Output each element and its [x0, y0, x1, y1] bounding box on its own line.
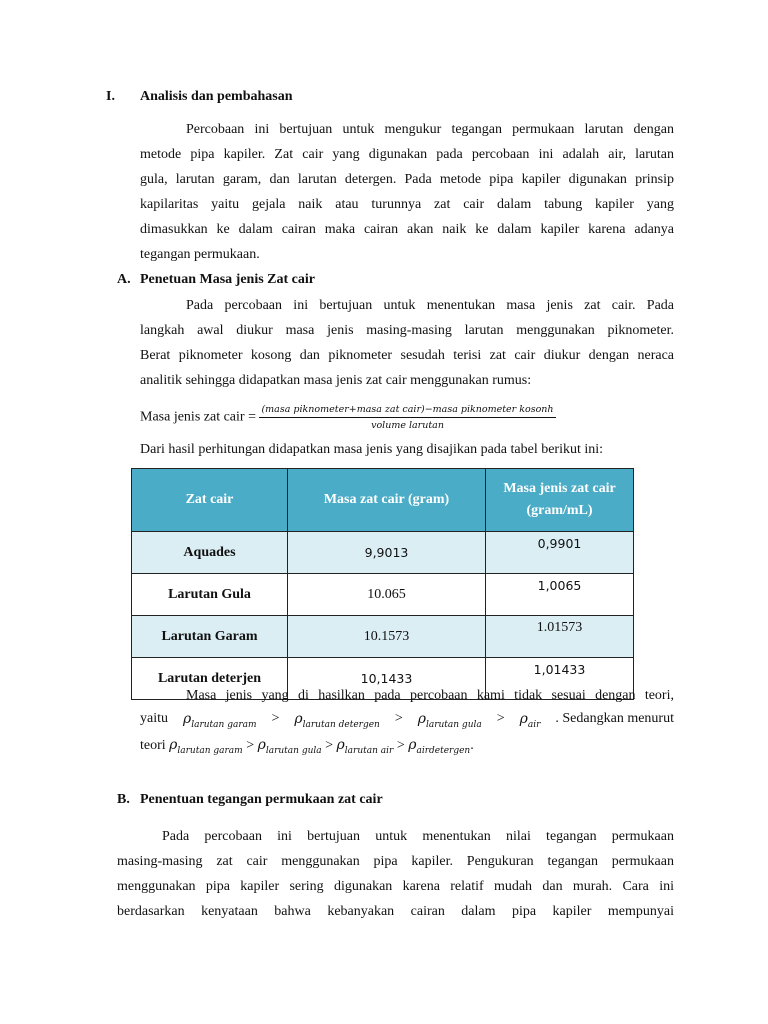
cell-density: 1,0065	[486, 574, 634, 616]
section-b-paragraph	[117, 824, 674, 924]
formula-numerator: (masa piknometer+masa zat cair)−masa piknometer kosonh	[259, 404, 555, 418]
text-line: langkah awal diukur masa jenis masing-masing larutan menggunakan piknometer.	[140, 323, 674, 338]
header-masa-jenis-line1: Masa jenis zat cair	[503, 481, 616, 496]
subsection-b-label: B.	[117, 792, 130, 807]
cell-name: Aquades	[132, 532, 288, 574]
table-row	[132, 532, 634, 574]
gt-sign: >	[271, 711, 280, 726]
table-row	[132, 574, 634, 616]
section-a-paragraph	[140, 293, 674, 393]
text-line: dimasukkan ke dalam cairan maka cairan akan naik ke dalam kapiler karena adanya	[140, 222, 674, 237]
gt-sign: >	[325, 738, 334, 753]
cell-mass: 10.065	[288, 574, 486, 616]
section-number: I.	[106, 89, 115, 104]
rho-symbol: $\rho_{airdetergen}$	[408, 737, 471, 756]
intro-paragraph	[140, 117, 674, 267]
text-line: Masa jenis yang di hasilkan pada percobaan kami tidak sesuai dengan teori,	[186, 688, 674, 703]
subsection-a-title: Penetuan Masa jenis Zat cair	[140, 272, 315, 287]
rho-symbol: $\rho_{larutan detergen}$	[294, 711, 380, 730]
text-line: analitik sehingga didapatkan masa jenis zat cair menggunakan rumus:	[140, 373, 532, 388]
after-table-paragraph	[140, 683, 674, 708]
table-intro: Dari hasil perhitungan didapatkan masa jenis yang disajikan pada tabel berikut ini:	[140, 442, 604, 457]
header-zat-cair: Zat cair	[132, 469, 288, 532]
text-line: berdasarkan kenyataan bahwa kebanyakan cairan dalam pipa kapiler mempunyai	[117, 904, 674, 919]
formula-fraction	[259, 404, 555, 431]
cell-mass: 9,9013	[288, 532, 486, 574]
text-line: kapilaritas yaitu gejala naik atau turunnya zat cair dalam tabung kapiler yang	[140, 197, 674, 212]
text-line: metode pipa kapiler. Zat cair yang digunakan pada percobaan ini adalah air, larutan	[140, 147, 674, 162]
cell-name: Larutan Gula	[132, 574, 288, 616]
header-masa-jenis	[486, 469, 634, 532]
cell-density: 1.01573	[486, 616, 634, 658]
text-line: Percobaan ini bertujuan untuk mengukur tegangan permukaan larutan dengan	[186, 122, 674, 137]
gt-sign: >	[394, 711, 403, 726]
text-line: gula, larutan garam, dan larutan detergen. Pada metode pipa kapiler digunakan prinsip	[140, 172, 674, 187]
density-formula	[140, 404, 556, 431]
rho-symbol: $\rho_{larutan gula}$	[257, 737, 322, 756]
header-masa-zat-cair: Masa zat cair (gram)	[288, 469, 486, 532]
cell-name: Larutan Garam	[132, 616, 288, 658]
teori-text: teori	[140, 738, 166, 753]
text-line: masing-masing zat cair menggunakan pipa kapiler. Pengukuran tegangan permukaan	[117, 854, 674, 869]
density-table	[131, 468, 634, 700]
section-title: Analisis dan pembahasan	[140, 89, 293, 104]
formula-label: Masa jenis zat cair =	[140, 409, 256, 425]
text-line: menggunakan pipa kapiler sering digunakan karena relatif mudah dan murah. Cara ini	[117, 879, 674, 894]
cell-name: Larutan deterjen	[132, 658, 288, 700]
cell-mass: 10,1433	[288, 658, 486, 700]
text-line: Pada percobaan ini bertujuan untuk menentukan masa jenis zat cair. Pada	[186, 298, 674, 313]
formula-denominator: volume larutan	[371, 420, 444, 431]
gt-sign: >	[496, 711, 505, 726]
rho-symbol: $\rho_{larutan garam}$	[182, 711, 257, 730]
text-line: Berat piknometer kosong dan piknometer sesudah terisi zat cair diukur dengan neraca	[140, 348, 674, 363]
table-row	[132, 616, 634, 658]
cell-mass: 10.1573	[288, 616, 486, 658]
subsection-a-label: A.	[117, 272, 131, 287]
subsection-b-title: Penentuan tegangan permukaan zat cair	[140, 792, 383, 807]
density-order-line	[140, 711, 674, 730]
cell-density: 0,9901	[486, 532, 634, 574]
text-line: tegangan permukaan.	[140, 247, 260, 262]
table-header-row	[132, 469, 634, 532]
sedangkan-text: . Sedangkan menurut	[555, 711, 674, 726]
period: .	[470, 738, 474, 753]
rho-symbol: $\rho_{larutan air}$	[336, 737, 394, 756]
rho-symbol: $\rho_{air}$	[519, 711, 541, 730]
header-masa-jenis-unit: (gram/mL)	[526, 503, 593, 518]
rho-symbol: $\rho_{larutan garam}$	[169, 737, 243, 756]
text-line: Pada percobaan ini bertujuan untuk menentukan nilai tegangan permukaan	[162, 829, 674, 844]
theory-order-line	[140, 737, 474, 756]
gt-sign: >	[246, 738, 255, 753]
gt-sign: >	[396, 738, 405, 753]
cell-density: 1,01433	[486, 658, 634, 700]
rho-symbol: $\rho_{larutan gula}$	[417, 711, 482, 730]
yaitu-text: yaitu	[140, 711, 168, 726]
